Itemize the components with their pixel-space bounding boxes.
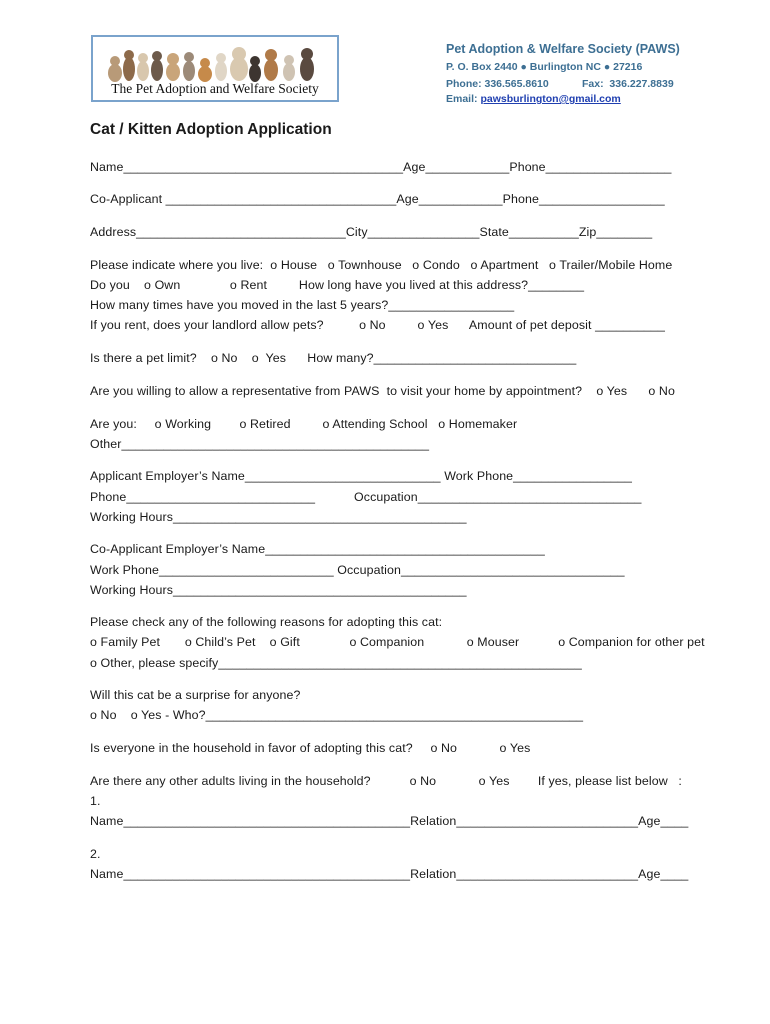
org-email bbox=[446, 93, 621, 105]
org-address: P. O. Box 2440 ● Burlington NC ● 27216 bbox=[446, 61, 643, 73]
name-line[interactable]: Name________________________________________Age____________Phone__________________ bbox=[90, 160, 672, 174]
co-applicant-line[interactable]: Co-Applicant _________________________________Age____________Phone__________________ bbox=[90, 192, 665, 206]
pets-group-image bbox=[93, 39, 337, 85]
residence-type-line[interactable]: Please indicate where you live: o House o Townhouse o Condo o Apartment o Trailer/Mobile Home bbox=[90, 258, 673, 272]
co-work-phone-line[interactable]: Work Phone_________________________ Occupation________________________________ bbox=[90, 563, 625, 577]
adult-2-number: 2. bbox=[90, 847, 101, 861]
pet-limit-line[interactable]: Is there a pet limit? o No o Yes How many?_____________________________ bbox=[90, 351, 577, 365]
other-adults-line[interactable]: Are there any other adults living in the household? o No o Yes If yes, please list below : bbox=[90, 774, 682, 788]
moves-line[interactable]: How many times have you moved in the last 5 years?__________________ bbox=[90, 298, 515, 312]
home-visit-line[interactable]: Are you willing to allow a representative from PAWS to visit your home by appointment? o Yes o No bbox=[90, 384, 675, 398]
landlord-line[interactable]: If you rent, does your landlord allow pets? o No o Yes Amount of pet deposit __________ bbox=[90, 318, 666, 332]
paws-logo bbox=[91, 35, 339, 102]
employer-line[interactable]: Applicant Employer’s Name____________________________ Work Phone_________________ bbox=[90, 469, 633, 483]
reasons-other[interactable]: o Other, please specify____________________________________________________ bbox=[90, 656, 582, 670]
adult-1-line[interactable]: Name_________________________________________Relation__________________________Age____ bbox=[90, 814, 689, 828]
org-phone: Phone: 336.565.8610 bbox=[446, 78, 549, 90]
adult-1-number: 1. bbox=[90, 794, 101, 808]
occupation-status-line[interactable]: Are you: o Working o Retired o Attending School o Homemaker bbox=[90, 417, 518, 431]
reasons-options[interactable]: o Family Pet o Child’s Pet o Gift o Companion o Mouser o Companion for other pet bbox=[90, 635, 705, 649]
co-working-hours-line[interactable]: Working Hours__________________________________________ bbox=[90, 583, 467, 597]
logo-caption: The Pet Adoption and Welfare Society bbox=[111, 81, 319, 96]
surprise-question: Will this cat be a surprise for anyone? bbox=[90, 688, 301, 702]
reasons-question: Please check any of the following reasons for adopting this cat: bbox=[90, 615, 443, 629]
household-favor-line[interactable]: Is everyone in the household in favor of adopting this cat? o No o Yes bbox=[90, 741, 531, 755]
form-title: Cat / Kitten Adoption Application bbox=[90, 121, 332, 138]
email-label: Email: bbox=[446, 93, 481, 105]
address-line[interactable]: Address______________________________City________________State__________Zip________ bbox=[90, 225, 653, 239]
other-status-line[interactable]: Other____________________________________________ bbox=[90, 437, 430, 451]
working-hours-line[interactable]: Working Hours__________________________________________ bbox=[90, 510, 467, 524]
own-rent-line[interactable]: Do you o Own o Rent How long have you lived at this address?________ bbox=[90, 278, 585, 292]
org-name: Pet Adoption & Welfare Society (PAWS) bbox=[446, 42, 680, 56]
org-fax: Fax: 336.227.8839 bbox=[582, 78, 674, 90]
employer-phone-line[interactable]: Phone___________________________ Occupation________________________________ bbox=[90, 490, 642, 504]
email-link[interactable]: pawsburlington@gmail.com bbox=[480, 93, 621, 105]
adult-2-line[interactable]: Name_________________________________________Relation__________________________Age____ bbox=[90, 867, 689, 881]
co-employer-line[interactable]: Co-Applicant Employer’s Name________________________________________ bbox=[90, 542, 545, 556]
surprise-options[interactable]: o No o Yes - Who?______________________________________________________ bbox=[90, 708, 584, 722]
